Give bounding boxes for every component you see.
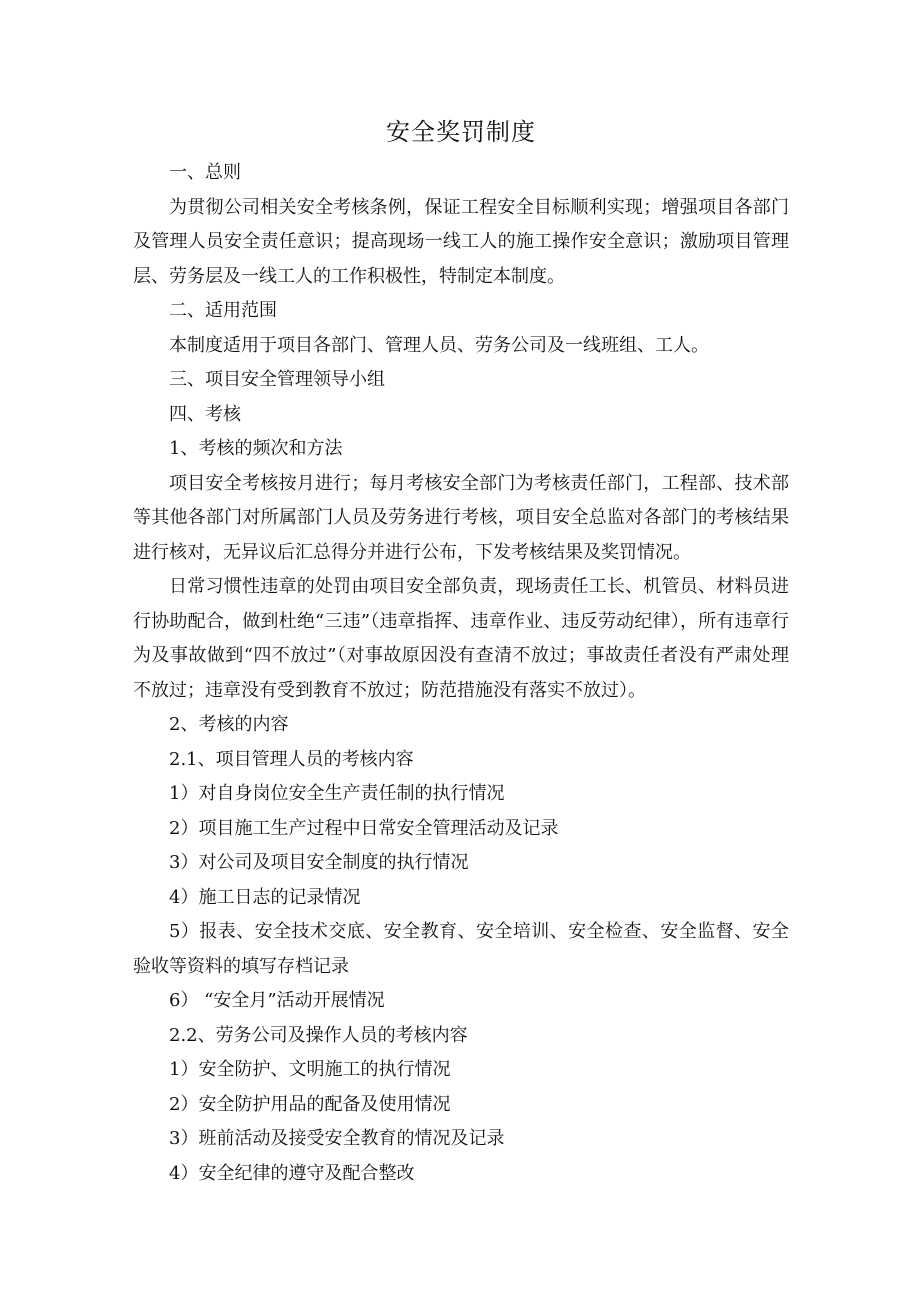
list-item: 5）报表、安全技术交底、安全教育、安全培训、安全检查、安全监督、安全验收等资料的填写存档记录 [133, 921, 789, 977]
section-heading-general: 一、总则 [169, 162, 241, 183]
list-item: 3）班前活动及接受安全教育的情况及记录 [169, 1128, 505, 1149]
paragraph-daily-violations: 日常习惯性违章的处罚由项目安全部负责，现场责任工长、机管员、材料员进行协助配合，做到杜绝“三违”（违章指挥、违章作业、违反劳动纪律），所有违章行为及事故做到“四不放过”（对事故原因没有查清不放过；事故责任者没有严肃处理不放过；违章没有受到教育不放过；防范措施没有落实不放过）。 [133, 576, 789, 701]
subheading-assessment-content: 2、考核的内容 [169, 714, 289, 735]
section-heading-scope: 二、适用范围 [169, 300, 277, 321]
paragraph-scope: 本制度适用于项目各部门、管理人员、劳务公司及一线班组、工人。 [169, 334, 709, 356]
list-item: 2）安全防护用品的配备及使用情况 [169, 1093, 451, 1115]
subheading-management-staff: 2.1、项目管理人员的考核内容 [169, 748, 414, 770]
document-title: 安全奖罚制度 [386, 118, 536, 146]
section-heading-leadership-group: 三、项目安全管理领导小组 [169, 369, 385, 390]
list-item: 4）施工日志的记录情况 [169, 886, 361, 908]
list-item: 6） “安全月”活动开展情况 [169, 990, 385, 1011]
list-item: 2）项目施工生产过程中日常安全管理活动及记录 [169, 817, 559, 839]
paragraph-monthly-assessment: 项目安全考核按月进行；每月考核安全部门为考核责任部门，工程部、技术部等其他各部门对所属部门人员及劳务进行考核，项目安全总监对各部门的考核结果进行核对，无异议后汇总得分并进行公布，下发考核结果及奖罚情况。 [133, 472, 789, 563]
list-item: 3）对公司及项目安全制度的执行情况 [169, 852, 469, 873]
section-heading-assessment: 四、考核 [169, 403, 241, 425]
subheading-frequency-method: 1、考核的频次和方法 [169, 438, 343, 459]
list-item: 1）对自身岗位安全生产责任制的执行情况 [169, 783, 505, 804]
list-item: 4）安全纪律的遵守及配合整改 [169, 1162, 415, 1184]
document-page [133, 112, 789, 1191]
paragraph-purpose: 为贯彻公司相关安全考核条例，保证工程安全目标顺利实现；增强项目各部门及管理人员安全责任意识；提高现场一线工人的施工操作安全意识；激励项目管理层、劳务层及一线工人的工作积极性，特制定本制度。 [133, 196, 789, 287]
subheading-labor-staff: 2.2、劳务公司及操作人员的考核内容 [169, 1024, 468, 1046]
list-item: 1）安全防护、文明施工的执行情况 [169, 1059, 451, 1080]
